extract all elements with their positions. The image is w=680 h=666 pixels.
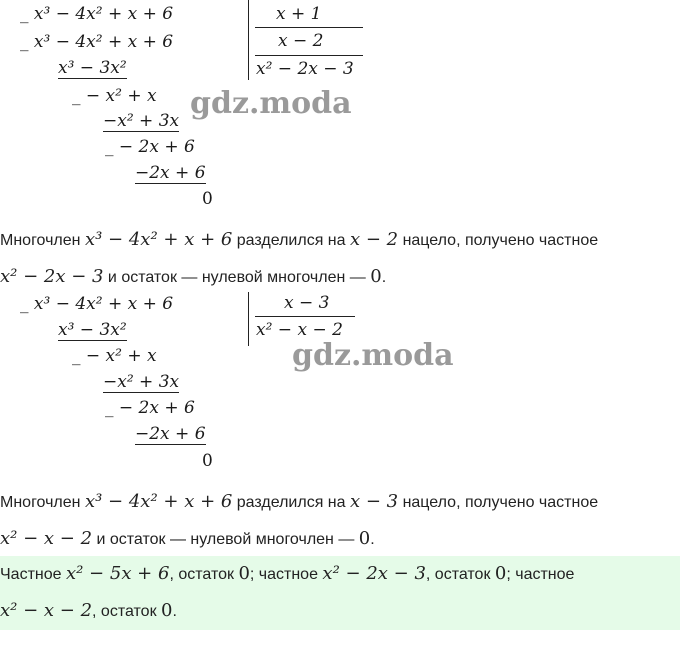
paragraph-2: [0, 484, 680, 558]
remainder-2: 0: [494, 563, 507, 584]
paragraph-2-line-2: [0, 521, 680, 558]
answer-box: [0, 556, 680, 630]
remainder-step-2: _ − x² + x: [72, 86, 157, 106]
paragraph-1-line-2: [0, 259, 680, 296]
text-fragment: разделился на: [232, 494, 350, 511]
division-bar-vertical: [248, 0, 249, 80]
text-fragment: .: [370, 531, 375, 548]
divisor-line-1: [255, 27, 363, 28]
text-fragment: .: [381, 269, 387, 286]
subtrahend-2: −x² + 3x: [103, 111, 180, 131]
dividend-top: _ x³ − 4x² + x + 6: [20, 4, 174, 24]
divisor-top: x + 1: [276, 4, 322, 24]
polynomial: x³ − 4x² + x + 6: [84, 229, 233, 250]
subtrahend-3: −2x + 6: [135, 163, 206, 183]
subtrahend-2: −x² + 3x: [103, 372, 180, 392]
subtrahend-1: x³ − 3x²: [58, 320, 127, 340]
remainder-step-3: _ − 2x + 6: [105, 398, 195, 418]
text-fragment: .: [172, 603, 177, 620]
paragraph-2-line-1: [0, 484, 680, 521]
division-bar-vertical: [248, 292, 249, 346]
final-remainder: 0: [202, 189, 213, 209]
divisor-inline: x − 3: [349, 491, 399, 512]
quotient-1: x² − 5x + 6: [65, 563, 170, 584]
text-fragment: Частное: [0, 566, 66, 583]
quotient-2: x² − 2x − 3: [322, 563, 426, 584]
final-remainder: 0: [202, 451, 213, 471]
dividend: _ x³ − 4x² + x + 6: [20, 294, 174, 314]
text-fragment: , остаток: [425, 566, 495, 583]
subtrahend-3: −2x + 6: [135, 424, 206, 444]
dividend: _ x³ − 4x² + x + 6: [20, 32, 174, 52]
remainder-1: 0: [238, 563, 250, 584]
text-fragment: ; частное: [506, 566, 575, 583]
watermark: gdz.moda: [292, 338, 454, 373]
remainder-step-3: _ − 2x + 6: [105, 137, 195, 157]
quotient-inline: x² − 2x − 3: [0, 266, 104, 287]
divisor-inline: x − 2: [349, 229, 399, 250]
text-fragment: , остаток: [169, 566, 239, 583]
text-fragment: Многочлен: [0, 494, 85, 511]
text-fragment: и остаток — нулевой многочлен —: [92, 531, 359, 548]
quotient-inline: x² − x − 2: [0, 528, 93, 549]
paragraph-1: [0, 222, 680, 296]
quotient: x² − 2x − 3: [256, 59, 354, 79]
answer-line-2: [0, 593, 680, 630]
subtrahend-1: x³ − 3x²: [58, 58, 127, 78]
answer-line-1: [0, 556, 680, 593]
divisor-line-2: [255, 55, 363, 56]
text-fragment: нацело, получено частное: [398, 232, 599, 249]
paragraph-1-line-1: [0, 222, 680, 259]
quotient-3: x² − x − 2: [0, 600, 93, 621]
zero: 0: [358, 528, 371, 549]
text-fragment: разделился на: [232, 232, 350, 249]
quotient: x² − x − 2: [256, 320, 343, 340]
zero: 0: [370, 266, 382, 287]
text-fragment: и остаток — нулевой многочлен —: [103, 269, 371, 286]
text-fragment: , остаток: [92, 603, 162, 620]
text-fragment: нацело, получено частное: [398, 494, 599, 511]
divisor: x − 3: [284, 293, 330, 313]
watermark: gdz.moda: [190, 86, 352, 121]
remainder-step-2: _ − x² + x: [72, 346, 157, 366]
divisor: x − 2: [278, 31, 324, 51]
text-fragment: Многочлен: [0, 232, 85, 249]
polynomial: x³ − 4x² + x + 6: [84, 491, 233, 512]
divisor-line: [255, 316, 355, 317]
remainder-3: 0: [161, 600, 173, 621]
text-fragment: ; частное: [249, 566, 323, 583]
